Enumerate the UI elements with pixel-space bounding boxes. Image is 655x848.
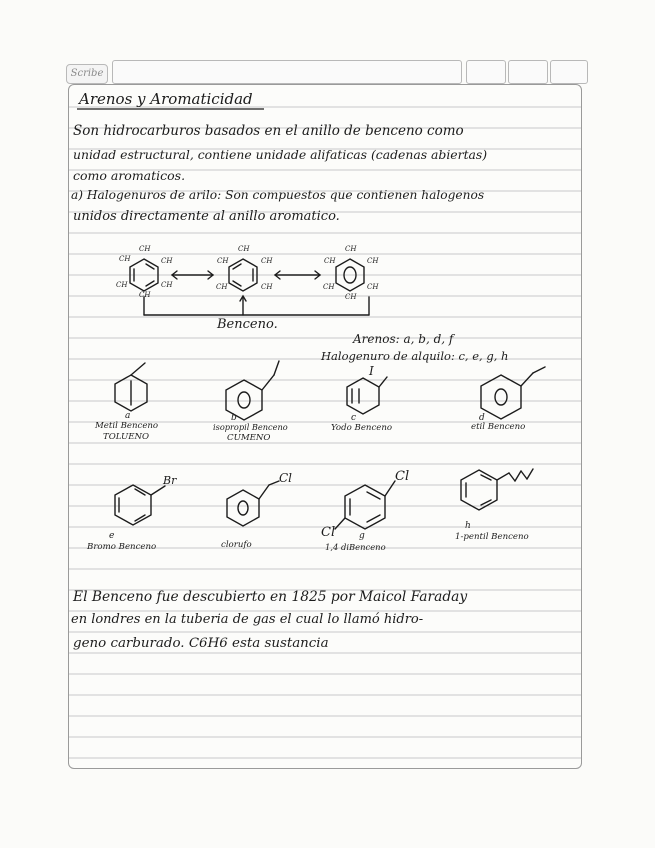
page-header: [62, 54, 590, 84]
ch-label: CH: [323, 283, 335, 291]
header-date-box-2: [508, 60, 548, 84]
header-date-box-1: [466, 60, 506, 84]
ch-label: CH: [367, 283, 379, 291]
ch-label: CH: [324, 257, 336, 265]
header-date-box-3: [550, 60, 588, 84]
ch-label: CH: [161, 257, 173, 265]
compound-name: isopropil Benceno: [213, 422, 288, 432]
ch-label: CH: [139, 245, 151, 253]
compound-letter: h: [465, 521, 471, 531]
compound-alt-name: CUMENO: [227, 433, 271, 443]
compound-name: etil Benceno: [471, 422, 526, 432]
chloro-symbol: Cl: [395, 469, 410, 484]
ch-label: CH: [261, 257, 273, 265]
iodo-symbol: I: [369, 364, 374, 378]
ch-label: CH: [216, 283, 228, 291]
arenos-note: Arenos: a, b, d, f: [353, 332, 454, 346]
ch-label: CH: [238, 245, 250, 253]
compound-letter: g: [359, 531, 365, 541]
ch-label: CH: [261, 283, 273, 291]
benzene-label: Benceno.: [217, 317, 278, 332]
halogenuros-note: Halogenuro de alquilo: c, e, g, h: [321, 349, 509, 363]
intro-line-1: Son hidrocarburos basados en el anillo de benceno como: [73, 123, 464, 139]
compound-letter: d: [479, 413, 485, 423]
ch-label: CH: [367, 257, 379, 265]
history-line-1: El Benceno fue descubierto en 1825 por Maicol Faraday: [73, 589, 468, 605]
ch-label: CH: [161, 281, 173, 289]
page-title: Arenos y Aromaticidad: [79, 90, 253, 108]
compound-name: Metil Benceno: [95, 421, 159, 431]
ch-label: CH: [119, 255, 131, 263]
section-a-line-2: unidos directamente al anillo aromatico.: [73, 209, 340, 224]
ch-label: CH: [345, 245, 357, 253]
compound-name: 1-pentil Benceno: [455, 532, 529, 542]
compound-alt-name: TOLUENO: [103, 432, 150, 442]
chloro-symbol: Cl: [279, 471, 293, 485]
compound-letter: b: [231, 413, 237, 423]
history-line-3: geno carburado. C6H6 esta sustancia: [73, 636, 329, 651]
brand-logo: Scribe: [66, 64, 108, 84]
ch-label: CH: [345, 293, 357, 301]
history-line-2: en londres en la tuberia de gas el cual lo llamó hidro-: [71, 612, 424, 627]
lined-sheet: [68, 84, 582, 769]
section-a-line-1: a) Halogenuros de arilo: Son compuestos que contienen halogenos: [71, 188, 485, 202]
compound-name: clorufo: [221, 540, 252, 550]
compound-letter: c: [351, 413, 357, 423]
compound-letter: e: [109, 531, 115, 541]
compound-name: Bromo Benceno: [87, 542, 157, 552]
intro-line-3: como aromaticos.: [73, 168, 186, 183]
ch-label: CH: [139, 291, 151, 299]
ch-label: CH: [217, 257, 229, 265]
compound-name: 1,4 diBenceno: [325, 542, 386, 552]
bromo-symbol: Br: [163, 474, 177, 487]
compound-letter: a: [125, 411, 131, 421]
ch-label: CH: [116, 281, 128, 289]
compound-name: Yodo Benceno: [331, 423, 393, 433]
chloro-symbol: Cl: [321, 525, 336, 540]
intro-line-2: unidad estructural, contiene unidade alifaticas (cadenas abiertas): [73, 147, 488, 162]
header-title-box: [112, 60, 462, 84]
